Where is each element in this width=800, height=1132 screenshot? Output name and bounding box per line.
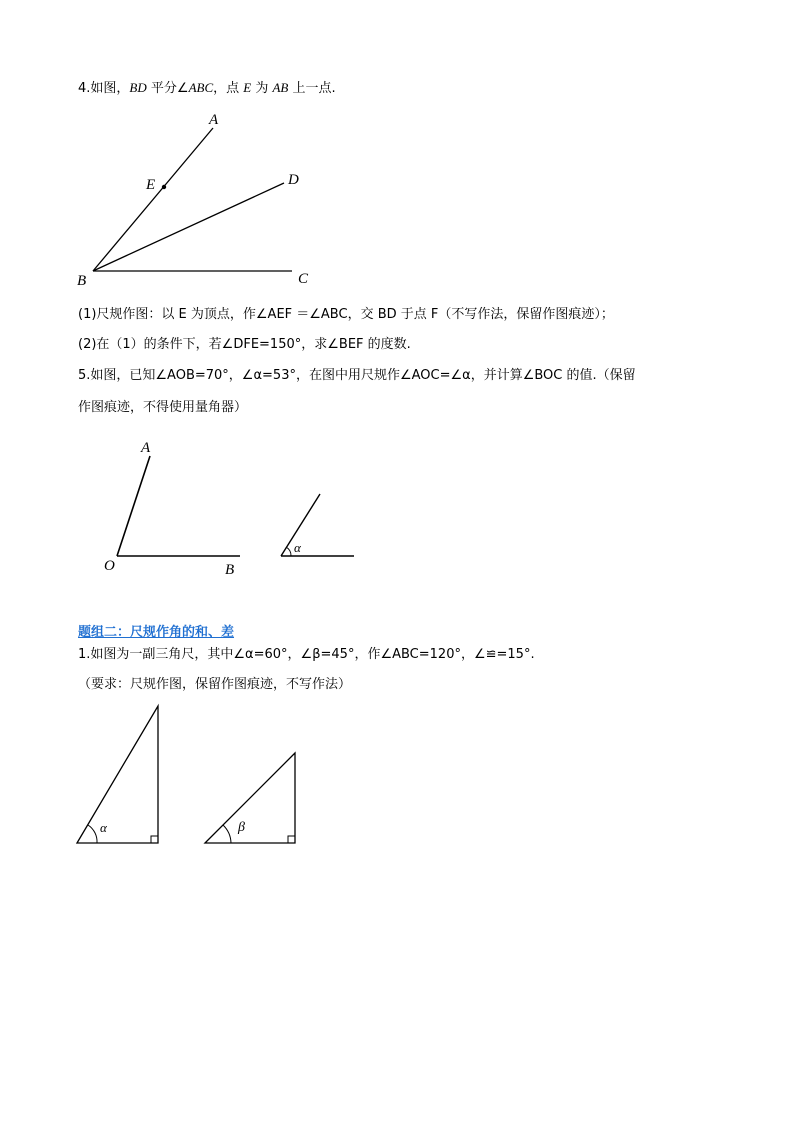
segment-ab: AB (272, 80, 289, 95)
label-b: B (225, 562, 235, 578)
label-e: E (146, 177, 156, 193)
segment-bd: BD (129, 80, 147, 95)
beta-arc (223, 825, 231, 843)
right-angle-mark (151, 836, 158, 843)
statement-text: 为 (251, 81, 273, 96)
point-e: E (243, 80, 252, 95)
problem5-line2: 作图痕迹，不得使用量角器） (78, 400, 248, 415)
statement-text: ，点 (213, 81, 244, 96)
label-a: A (209, 112, 219, 128)
problem4-question1: (1)尺规作图：以 E 为顶点，作∠AEF ＝∠ABC，交 BD 于点 F（不写作法，保留作图痕迹）； (78, 307, 614, 322)
alpha-arc (88, 825, 97, 843)
problem4-question2: (2)在（1）的条件下，若∠DFE=150°，求∠BEF 的度数. (78, 337, 411, 352)
angle-abc: ABC (188, 80, 214, 95)
label-beta: β (238, 820, 245, 835)
label-d: D (288, 172, 299, 188)
label-o: O (104, 558, 115, 574)
label-alpha: α (294, 540, 301, 555)
label-c: C (298, 271, 309, 287)
group2-heading: 题组二：尺规作角的和、差 (78, 625, 235, 640)
label-b: B (77, 273, 87, 289)
statement-text: 上一点. (288, 81, 336, 96)
label-alpha: α (100, 820, 107, 835)
problem5-line1: 5.如图，已知∠AOB=70°，∠α=53°，在图中用尺规作∠AOC=∠α，并计算∠BOC 的值.（保留 (78, 368, 636, 383)
statement-text: 平分∠ (146, 81, 189, 96)
problem-number: 4. (78, 81, 91, 96)
group2-problem1-line2: （要求：尺规作图，保留作图痕迹，不写作法） (78, 677, 352, 692)
triangle-30-60 (77, 706, 158, 843)
group2-problem1-line1: 1.如图为一副三角尺，其中∠α=60°，∠β=45°，作∠ABC=120°，∠≌=15°. (78, 647, 535, 662)
right-angle-mark (288, 836, 295, 843)
statement-text: 如图， (90, 81, 130, 96)
triangle-45 (205, 753, 295, 843)
label-a: A (141, 440, 151, 456)
